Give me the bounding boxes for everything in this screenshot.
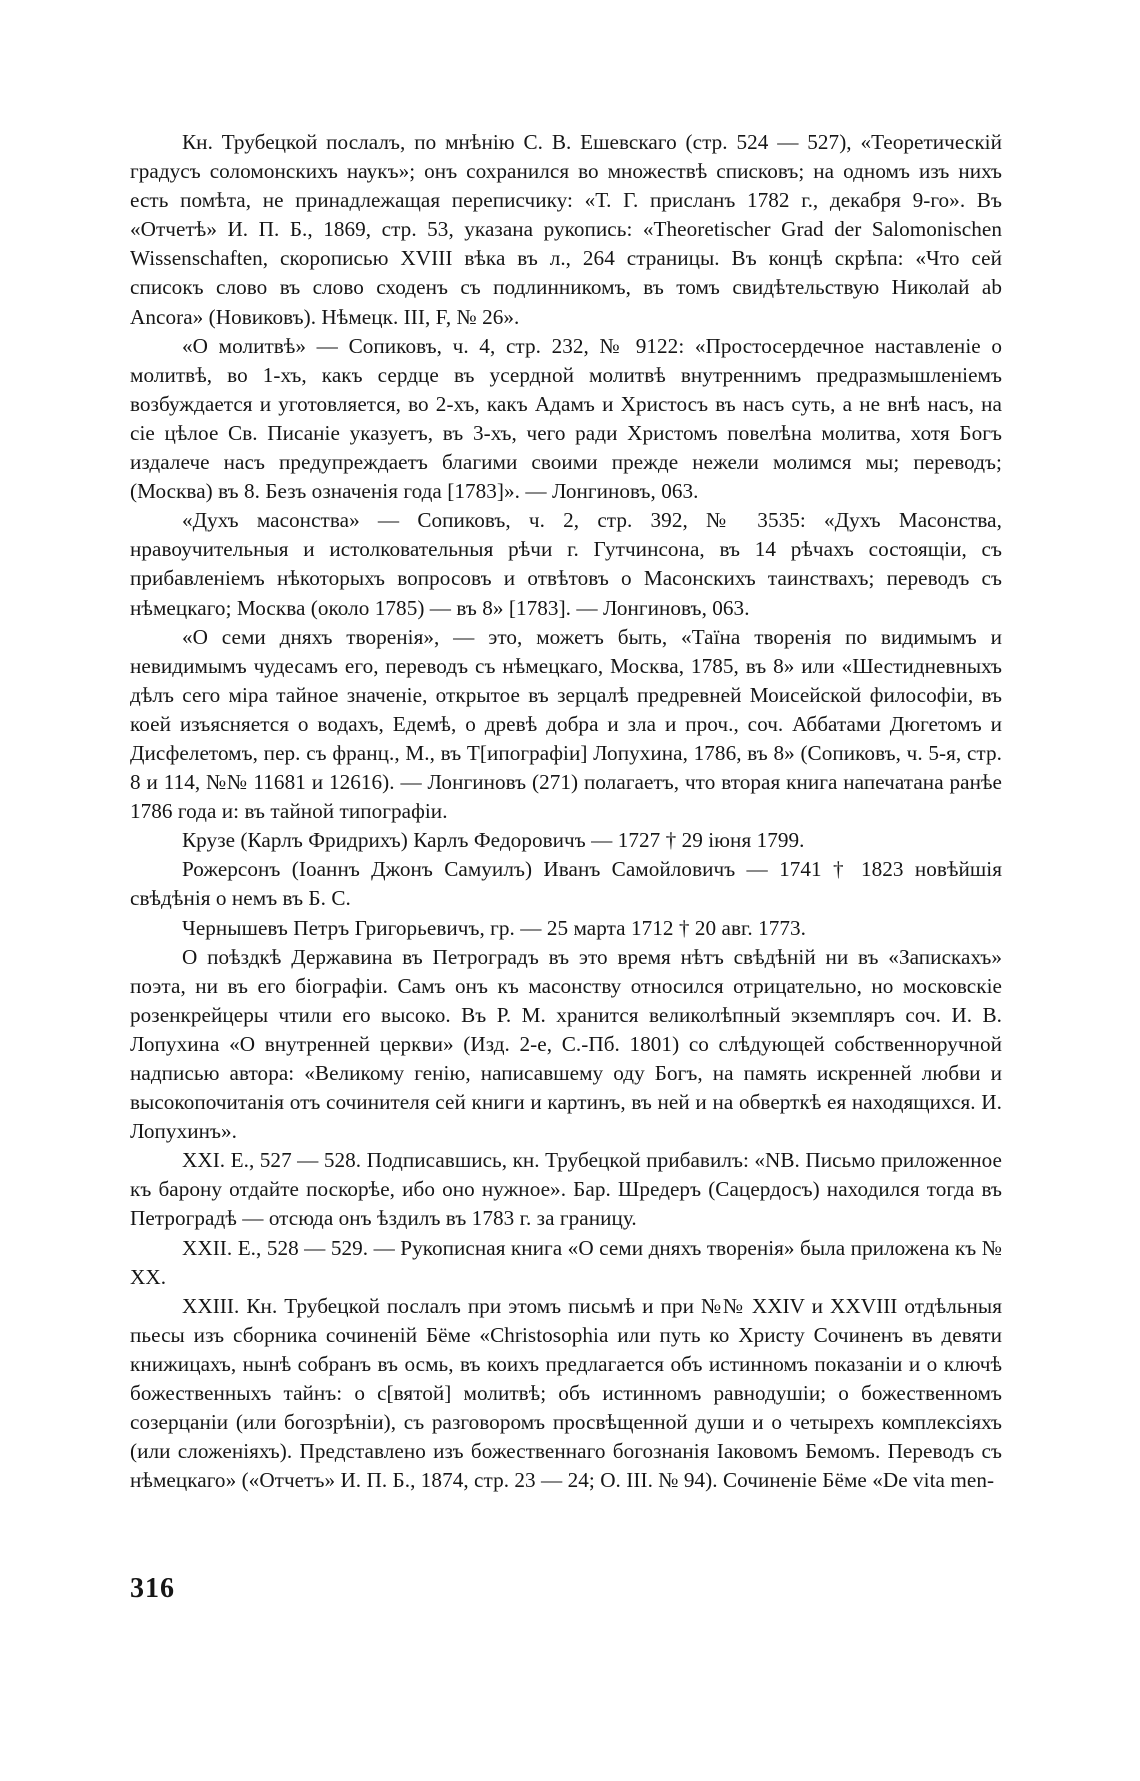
paragraph-spirit-of-masonry: «Духъ масонства» — Сопиковъ, ч. 2, стр. 392, № 3535: «Духъ Масонства, нравоучительныя и истолковательныя рѣчи г. Гутчинсона, въ 14 рѣчахъ состоящіи, съ прибавленіемъ нѣкоторыхъ вопросовъ и отвѣтовъ о Масонскихъ таинствахъ; переводъ съ нѣмецкаго; Москва (около 1785) — въ 8» [1783]. — Лонгиновъ, 063. xyxy=(130,508,1002,620)
paragraph-chernyshev: Чернышевъ Петръ Григорьевичъ, гр. — 25 марта 1712 † 20 авг. 1773. xyxy=(182,915,806,940)
paragraph-kruze: Крузе (Карлъ Фридрихъ) Карлъ Федоровичъ — 1727 † 29 іюня 1799. xyxy=(182,828,805,853)
paragraph-rozherson: Рожерсонъ (Іоаннъ Джонъ Самуилъ) Иванъ Самойловичъ — 1741 † 1823 новѣйшія свѣдѣнія о немъ въ Б. С. xyxy=(130,857,1002,911)
paragraph-trubetskoy-theoretical-degree: Кн. Трубецкой послалъ, по мнѣнію С. В. Ешевскаго (стр. 524 — 527), «Теоретическій градусъ соломонскихъ наукъ»; онъ сохранился во множествѣ списковъ; на одномъ изъ нихъ есть помѣта, не принадлежащая переписчику: «Т. Г. присланъ 1782 г., декабря 9-го». Въ «Отчетѣ» И. П. Б., 1869, стр. 53, указана рукопись: «Theoretischer Grad der Salomonischen Wissenschaften, скорописью XVIII вѣка въ л., 264 страницы. Въ концѣ скрѣпа: «Что сей списокъ слово въ слово сходенъ съ подлинникомъ, въ томъ свидѣтельствую Николай ab Ancora» (Новиковъ). Нѣмецк. III, F, № 26». xyxy=(130,130,1002,329)
paragraph-derzhavin-trip: О поѣздкѣ Державина въ Петроградъ въ это время нѣтъ свѣдѣній ни въ «Запискахъ» поэта, ни въ его біографіи. Самъ онъ къ масонству относился отрицательно, но московскіе розенкрейцеры чтили его высоко. Въ Р. М. хранится великолѣпный экземпляръ соч. И. В. Лопухина «О внутренней церкви» (Изд. 2-е, С.-Пб. 1801) со слѣдующей собственноручной надписью автора: «Великому генію, написавшему оду Богъ, на память искренней любви и высокопочитанія отъ сочинителя сей книги и картинъ, въ ней и на обверткѣ ея находящихся. И. Лопухинъ». xyxy=(130,944,1002,1144)
paragraph-xxii: XXII. Е., 528 — 529. — Рукописная книга «О семи дняхъ творенія» была приложена къ № XX. xyxy=(130,1235,1002,1289)
paragraph-xxi: XXI. Е., 527 — 528. Подписавшись, кн. Трубецкой прибавилъ: «NB. Письмо приложенное къ барону отдайте поскорѣе, ибо оно нужное». Бар. Шредеръ (Сацердосъ) находился тогда въ Петроградѣ — отсюда онъ ѣздилъ въ 1783 г. за границу. xyxy=(130,1148,1002,1231)
paragraph-xxiii: XXIII. Кн. Трубецкой послалъ при этомъ письмѣ и при №№ XXIV и XXVIII отдѣльныя пьесы изъ сборника сочиненій Бёме «Christosophia или путь ко Христу Сочиненъ въ девяти книжицахъ, нынѣ собранъ въ осмь, въ коихъ предлагается объ истинномъ показаніи и о ключѣ божественныхъ тайнъ: о с[вятой] молитвѣ; объ истинномъ равнодушіи; о божественномъ созерцаніи (или богозрѣніи), съ разговоромъ просвѣщенной души и о четырехъ комплексіяхъ (или сложеніяхъ). Представлено изъ божественнаго богознанія Іаковомъ Бемомъ. Переводъ съ нѣмецкаго» («Отчетъ» И. П. Б., 1874, стр. 23 — 24; О. III. № 94). Сочиненіе Бёме «De vita men- xyxy=(130,1293,1002,1493)
paragraph-on-prayer: «О молитвѣ» — Сопиковъ, ч. 4, стр. 232, № 9122: «Простосердечное наставленіе о молитвѣ, во 1-хъ, какъ сердце въ усердной молитвѣ внутреннимъ предразмышленіемъ возбуждается и уготовляется, во 2-хъ, какъ Адамъ и Христосъ въ насъ суть, а не внѣ насъ, на сіе цѣлое Св. Писаніе указуетъ, въ 3-хъ, чего ради Христомъ повелѣна молитва, хотя Богъ издалече насъ предупреждаетъ благими своими прежде нежели молимся мы; переводъ; (Москва) въ 8. Безъ означенія года [1783]». — Лонгиновъ, 063. xyxy=(130,333,1002,504)
page-text-column xyxy=(130,128,1002,1495)
page-number: 316 xyxy=(130,1573,175,1604)
paragraph-seven-days-of-creation: «О семи дняхъ творенія», — это, можетъ быть, «Таїна творенія по видимымъ и невидимымъ чудесамъ его, переводъ съ нѣмецкаго, Москва, 1785, въ 8» или «Шестидневныхъ дѣлъ сего міра тайное значеніе, открытое въ зерцалѣ предревней Моисейской философіи, въ коей изъясняется о водахъ, Едемѣ, о древѣ добра и зла и проч., соч. Аббатами Дюгетомъ и Дисфелетомъ, пер. съ франц., М., въ Т[ипографіи] Лопухина, 1786, въ 8» (Сопиковъ, ч. 5-я, стр. 8 и 114, №№ 11681 и 12616). — Лонгиновъ (271) полагаетъ, что вторая книга напечатана ранѣе 1786 года и: въ тайной типографіи. xyxy=(130,624,1002,824)
